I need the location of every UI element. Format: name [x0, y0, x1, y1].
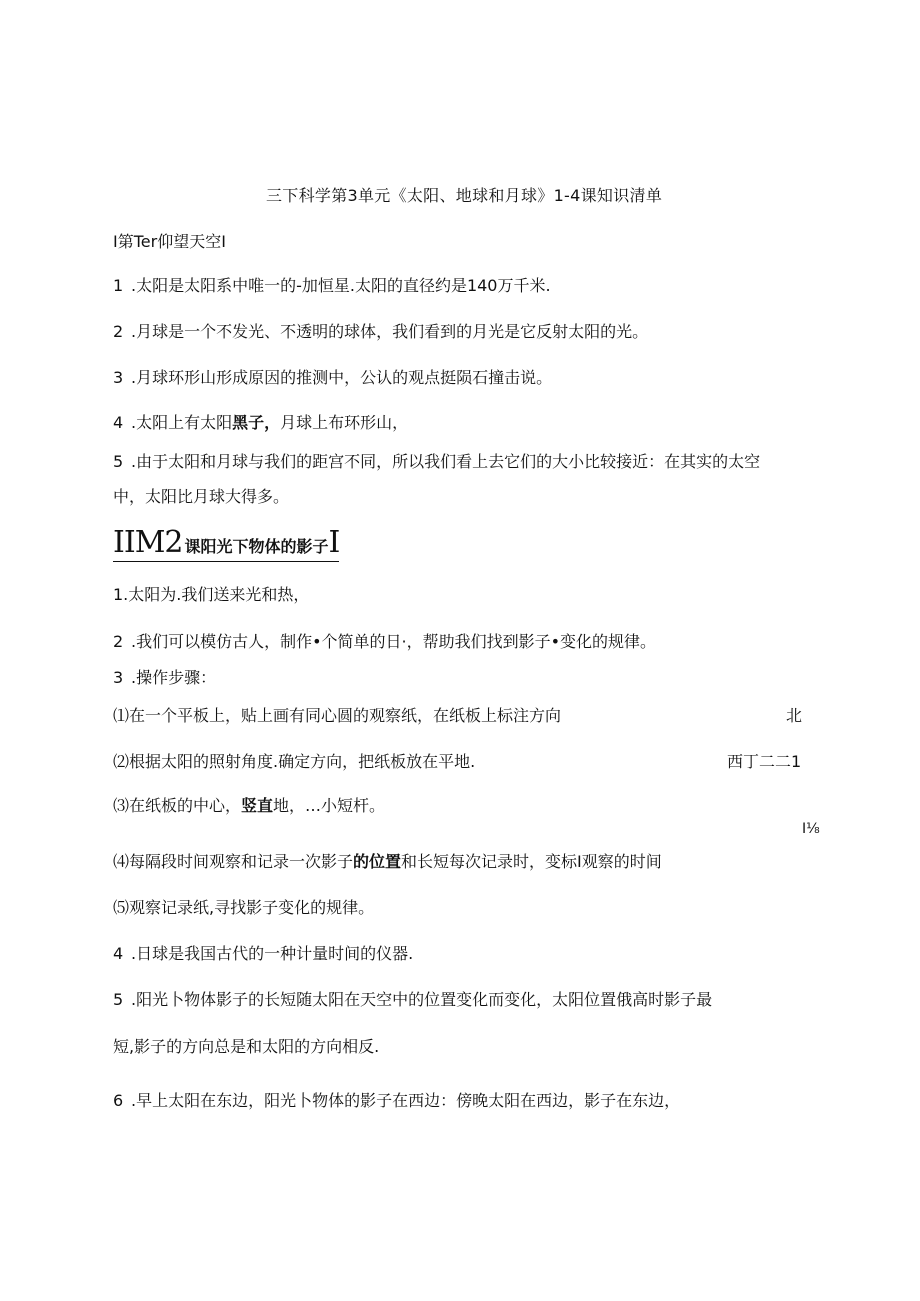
list-item	[113, 276, 551, 296]
compass-north: 北	[786, 706, 803, 725]
list-item	[113, 368, 552, 388]
item-number: 3	[113, 368, 124, 387]
section1-heading: I第Ter仰望天空I	[113, 232, 226, 251]
item-text: .早上太阳在东边，阳光卜物体的影子在西边：傍晚太阳在西边，影子在东边，	[131, 1091, 681, 1110]
item-number: 2	[113, 322, 124, 341]
item-text: .月球环形山形成原因的推测中，公认的观点挺陨石撞击说。	[131, 368, 553, 387]
step-text: 地，…小短杆。	[273, 796, 386, 815]
step-item: ⑵根据太阳的照射角度.确定方向，把纸板放在平地.	[113, 752, 476, 771]
list-item	[113, 668, 216, 688]
list-item	[113, 413, 408, 433]
item-text: .太阳上有太阳	[131, 413, 233, 432]
list-item-continuation: 中，太阳比月球大得多。	[113, 487, 290, 506]
compass-west-row: 西丁二二1	[727, 752, 802, 771]
item-text: .月球是一个不发光、不透明的球体，我们看到的月光是它反射太阳的光。	[131, 322, 649, 341]
item-text: 月球上布环形山，	[280, 413, 409, 432]
list-item-continuation: 短,影子的方向总是和太阳的方向相反.	[113, 1037, 380, 1056]
section2-heading-title: 课阳光下物体的影子	[184, 537, 329, 556]
step-text: ⑷每隔段时间观察和记录一次影子	[113, 852, 354, 871]
item-text: .由于太阳和月球与我们的距宫不同，所以我们看上去它们的大小比较接近：在其实的太空	[131, 452, 761, 471]
step-item: ⑸观察记录纸,寻找影子变化的规律。	[113, 898, 375, 917]
list-item	[113, 322, 648, 342]
item-number: 4	[113, 413, 124, 432]
step-bold-text: 的位置	[353, 852, 402, 871]
item-number: 3	[113, 668, 124, 687]
item-number: 6	[113, 1091, 124, 1110]
step-item	[113, 852, 662, 872]
list-item	[113, 632, 656, 652]
step-item: ⑴在一个平板上，贴上画有同心圆的观察纸，在纸板上标注方向	[113, 706, 562, 725]
step-text: 和长短每次记录时，变标I观察的时间	[401, 852, 662, 871]
item-number: 1	[113, 276, 124, 295]
item-number: 4	[113, 944, 124, 963]
document-title: 三下科学第3单元《太阳、地球和月球》1-4课知识清单	[266, 186, 663, 205]
item-text: .阳光卜物体影子的长短随太阳在天空中的位置变化而变化，太阳位置俄高时影子最	[131, 990, 713, 1009]
item-number: 5	[113, 452, 124, 471]
item-text: .操作步骤：	[131, 668, 217, 687]
item-text: .我们可以模仿古人，制作•个简单的日·，帮助我们找到影子•变化的规律。	[131, 632, 657, 651]
section2-heading	[113, 525, 339, 562]
list-item	[113, 990, 712, 1010]
list-item: 1.太阳为.我们送来光和热，	[113, 585, 310, 604]
list-item	[113, 452, 760, 472]
step-bold-text: 竖直	[241, 796, 274, 815]
section2-heading-suffix: I	[328, 525, 340, 560]
step-text: ⑶在纸板的中心，	[113, 796, 242, 815]
item-number: 2	[113, 632, 124, 651]
item-bold-text: 黑子，	[232, 413, 281, 432]
item-text: .日球是我国古代的一种计量时间的仪器.	[131, 944, 414, 963]
item-text: .太阳是太阳系中唯一的-加恒星.太阳的直径约是140万千米.	[131, 276, 551, 295]
section2-heading-prefix: IIM2	[113, 525, 183, 560]
item-number: 5	[113, 990, 124, 1009]
list-item	[113, 1091, 680, 1111]
list-item	[113, 944, 413, 964]
step-item	[113, 796, 385, 816]
compass-south-row: I⅛	[802, 821, 820, 837]
